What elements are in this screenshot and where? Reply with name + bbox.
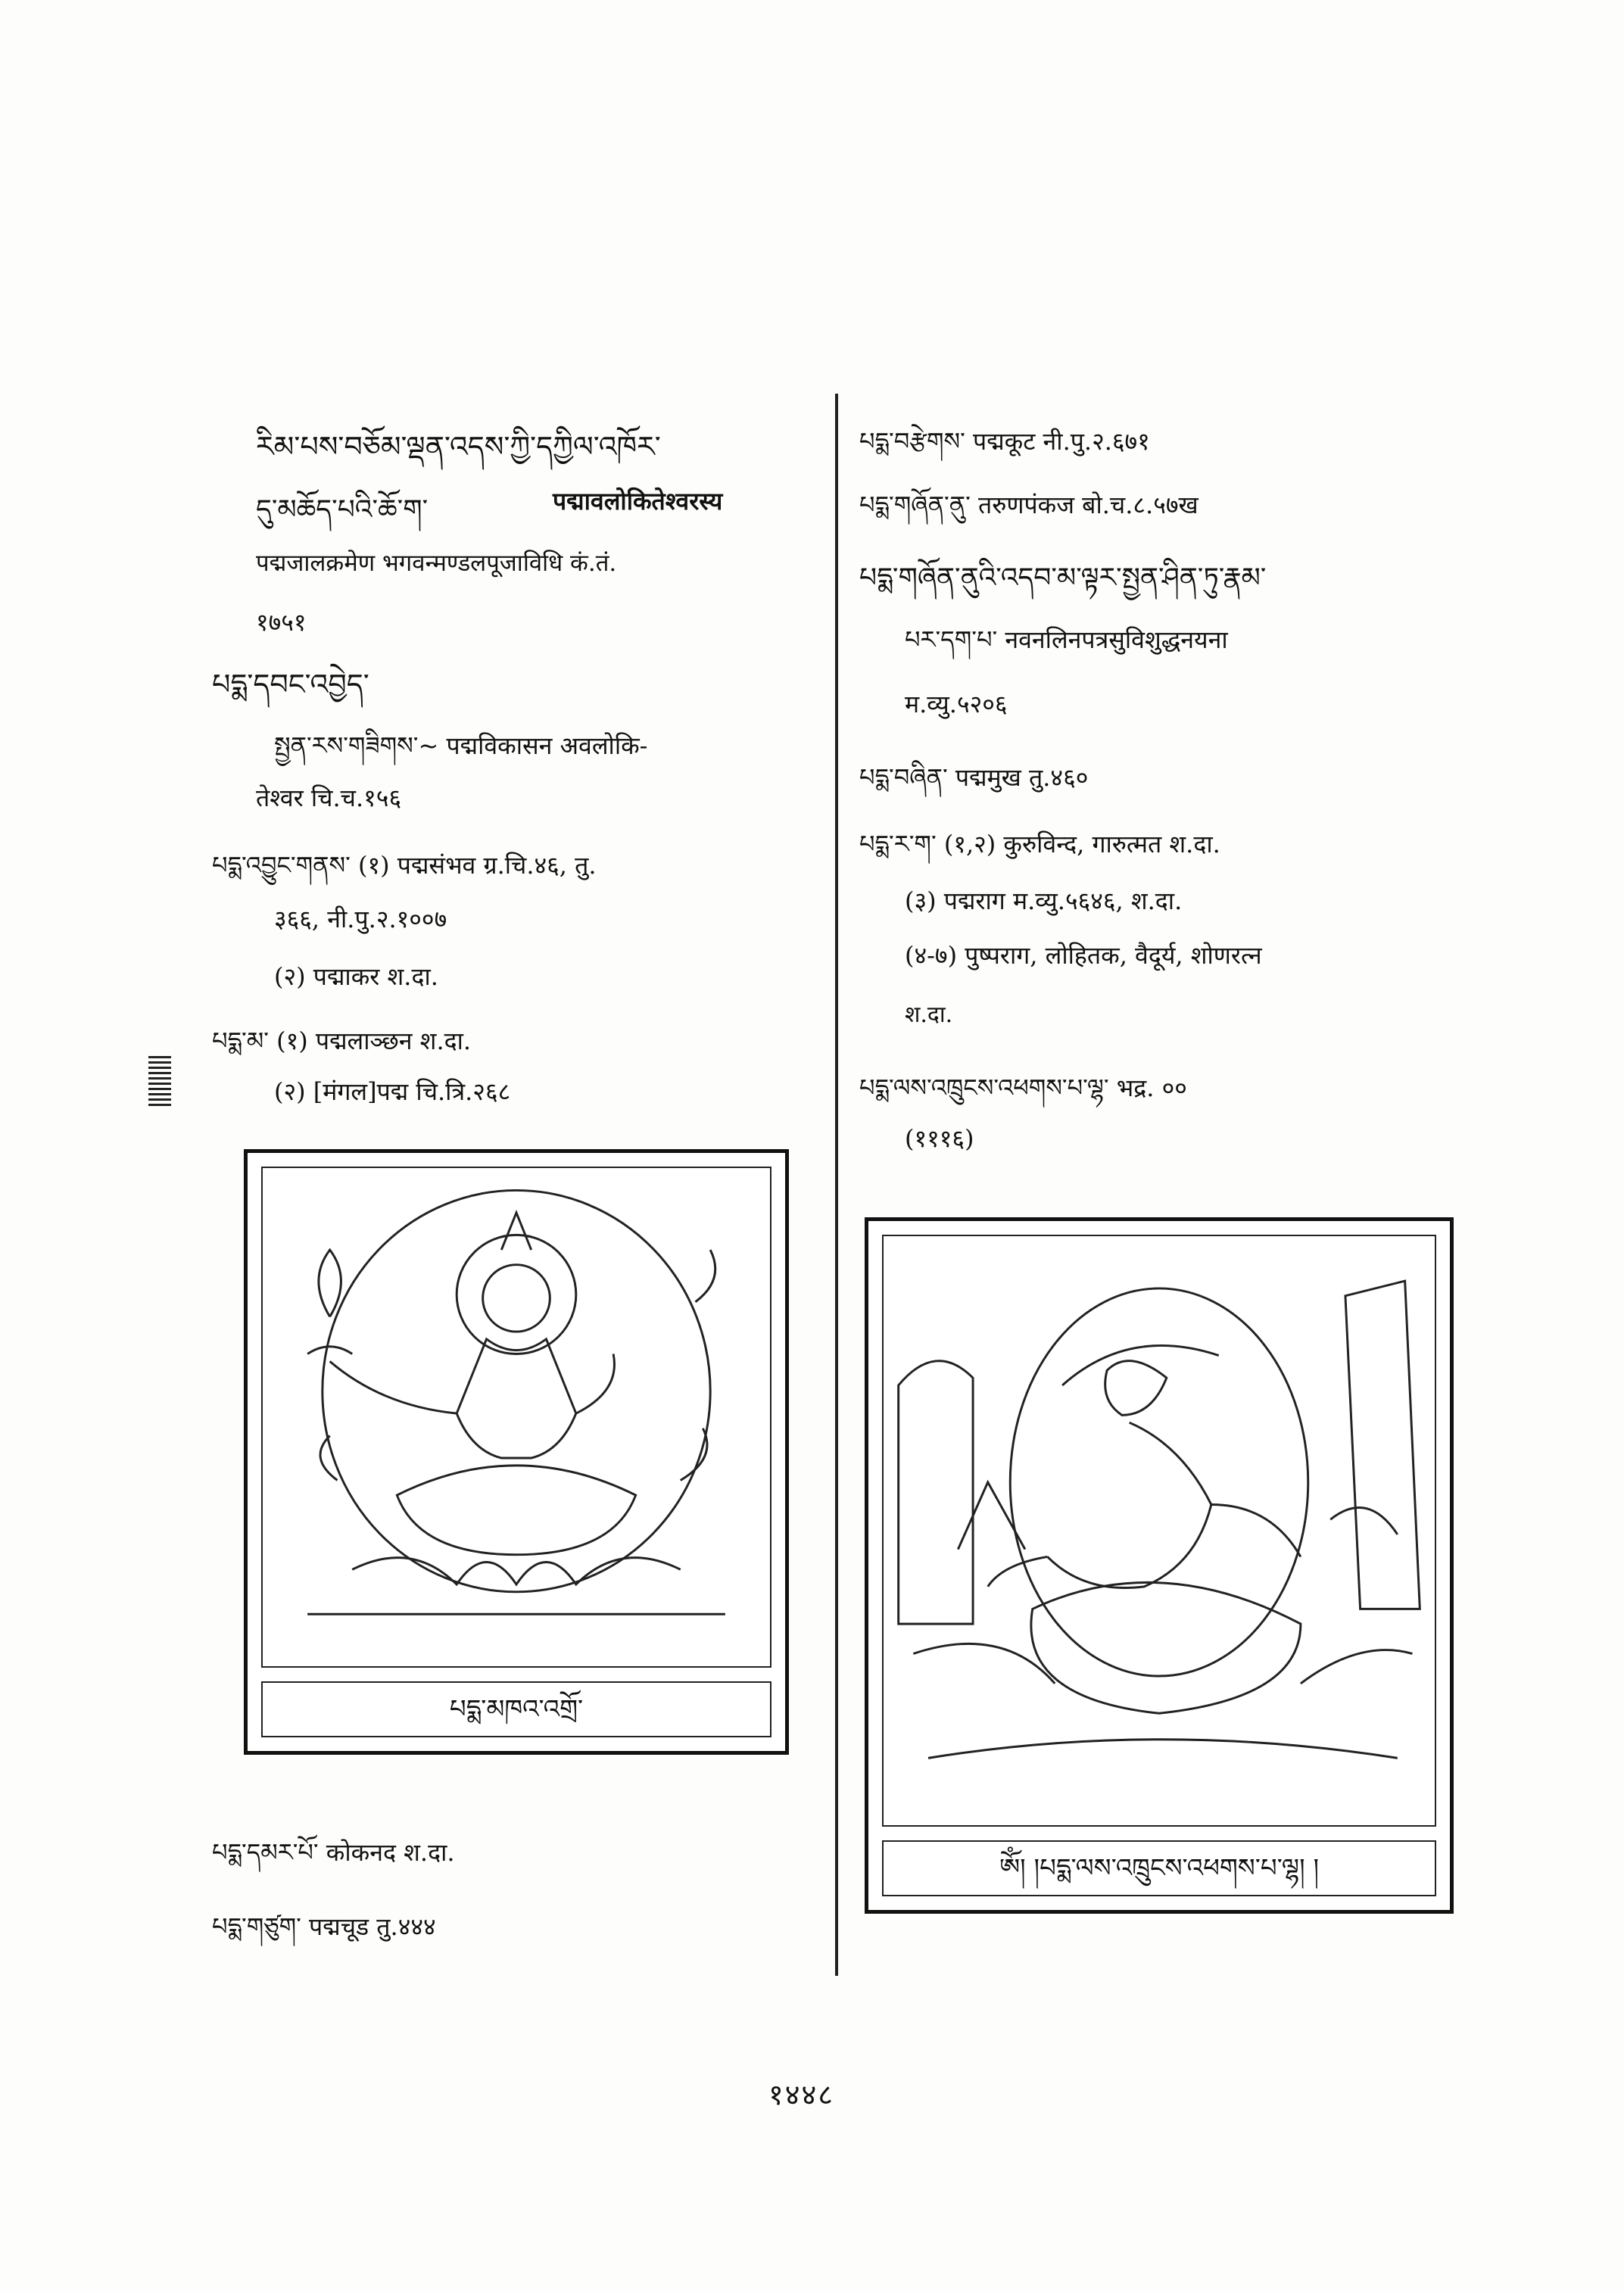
entry-right-10: श.दा.: [905, 1002, 953, 1028]
margin-mark: [148, 1056, 171, 1109]
right-illustration: [882, 1235, 1436, 1827]
entry-right-1: པདྨ་བརྩེགས་ पद्मकूट नी.पु.२.६७१: [859, 427, 1150, 456]
page-number: १४४८: [768, 2078, 835, 2111]
entry-left-14: པདྨ་གཙུག་ पद्मचूड तु.४४४: [212, 1912, 436, 1941]
entry-right-4: པར་དག་པ་ नवनलिनपत्रसुविशुद्धनयना: [905, 625, 1228, 654]
entry-right-9: (४-७) पुष्पराग, लोहितक, वैदूर्य, शोणरत्न: [905, 941, 1262, 970]
entry-left-11: པདྨ་མ་ (१) पद्मलाञ्छन श.दा.: [212, 1027, 472, 1055]
entry-left-10: (२) पद्माकर श.दा.: [274, 962, 438, 991]
entry-right-7: པདྨ་ར་ག་ (१,२) कुरुविन्द, गारुत्मत श.दा.: [859, 830, 1220, 858]
right-illustration-caption: ༀ། །པདྨ་ལས་འཁྲུངས་འཕགས་པ་ལྷ། །: [882, 1840, 1436, 1896]
entry-left-6: སྤྱན་རས་གཟིགས་~ पद्मविकासन अवलोकि-: [274, 731, 648, 760]
entry-right-2: པདྨ་གཞོན་ནུ་ तरुणपंकज बो.च.८.५७ख: [859, 491, 1199, 519]
entry-right-3: པདྨ་གཞོན་ནུའི་འདབ་མ་ལྟར་སྤྱན་ཤིན་ཏུ་རྣམ་: [859, 562, 1267, 594]
entry-right-12: (१११६): [905, 1124, 974, 1153]
entry-left-13: པདྨ་དམར་པོ་ कोकनद श.दा.: [212, 1838, 455, 1867]
entry-left-3: पद्मजालक्रमेण भगवन्मण्डलपूजाविधि कं.तं.: [256, 550, 617, 577]
entry-right-8: (३) पद्मराग म.व्यु.५६४६, श.दा.: [905, 886, 1183, 915]
entry-left-4: १७५१: [256, 608, 307, 637]
entry-left-5: པདྨ་དབང་འབྱེད་: [212, 668, 369, 701]
entry-left-12: (२) [मंगल]पद्म चि.त्रि.२६८: [274, 1077, 511, 1106]
entry-right-11: པདྨ་ལས་འཁྲུངས་འཕགས་པ་ལྷ་ भद्र. ००: [859, 1073, 1187, 1102]
entry-left-1: རིམ་པས་བཅོམ་ལྡན་འདས་ཀྱི་དཀྱིལ་འཁོར་: [256, 430, 661, 463]
left-illustration-panel: [244, 1149, 789, 1755]
left-illustration-caption: པདྨ་མཁའ་འགྲོ་: [261, 1681, 771, 1737]
seated-deity-drawing: [263, 1168, 770, 1666]
dancing-figure-drawing: [884, 1236, 1435, 1825]
entry-left-8: པདྨ་འབྱུང་གནས་ (१) पद्मसंभव ग्र.चि.४६, तु.: [212, 851, 597, 880]
left-illustration: [261, 1167, 771, 1668]
entry-right-6: པདྨ་བཞིན་ पद्ममुख तु.४६०: [859, 763, 1089, 792]
right-illustration-panel: [865, 1217, 1454, 1914]
entry-right-5: म.व्यु.५२०६: [905, 690, 1008, 718]
entry-left-9: ३६६, नी.पु.२.१००७: [274, 905, 447, 933]
entry-left-2-skt: पद्मावलोकितेश्वरस्य: [553, 487, 723, 516]
entry-left-7: तेश्वर चि.च.१५६: [256, 784, 402, 812]
column-divider: [835, 394, 838, 1976]
entry-left-2-tib: དུ་མཆོད་པའི་ཆོ་ག་: [256, 494, 429, 525]
